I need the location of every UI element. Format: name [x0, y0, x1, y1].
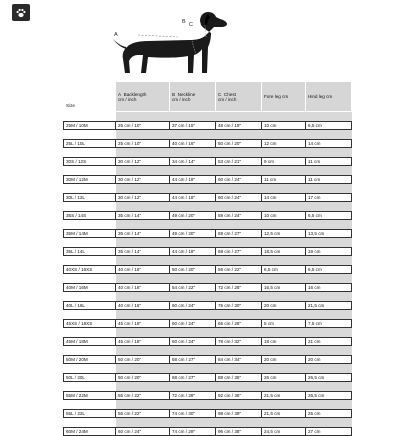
table-cell: 30 cm / 12": [116, 158, 170, 166]
row-spacer: [64, 220, 352, 230]
spacer-cell: [64, 346, 116, 356]
spacer-cell: [216, 148, 262, 158]
table-cell: 74 cm / 30": [170, 410, 216, 418]
row-spacer: [64, 274, 352, 284]
spacer-cell: [170, 166, 216, 176]
table-cell: 10 cm: [262, 122, 306, 130]
row-spacer: [64, 418, 352, 428]
table-cell: 40 cm / 16": [170, 140, 216, 148]
table-row: [64, 176, 352, 184]
table-row: [64, 284, 352, 292]
spacer-cell: [64, 382, 116, 392]
table-cell: 92 cm / 36": [216, 392, 262, 400]
spacer-cell: [116, 238, 170, 248]
spacer-cell: [216, 238, 262, 248]
table-cell: 20 cm: [262, 356, 306, 364]
spacer-cell: [170, 256, 216, 266]
table-cell: 25 cm / 10": [116, 122, 170, 130]
spacer-cell: [116, 112, 170, 122]
row-spacer: [64, 202, 352, 212]
spacer-cell: [116, 382, 170, 392]
spacer-cell: [216, 328, 262, 338]
dachshund-illustration: [108, 3, 238, 79]
table-cell: 12 cm: [262, 140, 306, 148]
table-cell: 72 cm / 28": [216, 284, 262, 292]
table-cell: 26,5 cm: [306, 392, 352, 400]
table-row: [64, 320, 352, 328]
table-cell: 40 cm / 16": [116, 284, 170, 292]
table-cell: 18 cm: [262, 338, 306, 346]
table-row: [64, 158, 352, 166]
table-cell: 60M / 24M: [64, 428, 116, 436]
spacer-cell: [262, 220, 306, 230]
dim-label-b: B: [182, 19, 186, 25]
spacer-cell: [306, 238, 352, 248]
table-cell: 72 cm / 28": [170, 392, 216, 400]
table-cell: 35 cm / 14": [116, 248, 170, 256]
spacer-cell: [170, 310, 216, 320]
row-spacer: [64, 238, 352, 248]
table-cell: 37 cm / 15": [170, 122, 216, 130]
spacer-cell: [64, 202, 116, 212]
table-cell: 55M / 22M: [64, 392, 116, 400]
table-cell: 18,5 cm: [262, 248, 306, 256]
spacer-cell: [170, 364, 216, 374]
spacer-cell: [306, 328, 352, 338]
row-spacer: [64, 292, 352, 302]
table-cell: 88 cm / 35": [216, 374, 262, 382]
row-spacer: [64, 130, 352, 140]
table-cell: 50 cm / 20": [116, 356, 170, 364]
spacer-cell: [306, 148, 352, 158]
table-cell: 10 cm: [262, 212, 306, 220]
row-spacer: [64, 382, 352, 392]
spacer-cell: [216, 166, 262, 176]
table-cell: 35L / 14L: [64, 248, 116, 256]
col-header-hind-leg: Hind leg cm: [306, 82, 352, 112]
table-row: [64, 302, 352, 310]
table-cell: 54 cm / 22": [170, 284, 216, 292]
spacer-cell: [64, 148, 116, 158]
spacer-cell: [262, 256, 306, 266]
spacer-cell: [116, 418, 170, 428]
table-cell: 78 cm / 32": [216, 338, 262, 346]
paw-icon: [15, 7, 27, 19]
table-cell: 30S / 12S: [64, 158, 116, 166]
table-cell: 68 cm / 27": [170, 374, 216, 382]
spacer-cell: [262, 382, 306, 392]
spacer-cell: [216, 220, 262, 230]
col-header-backlength: A Backlength cm / inch: [116, 82, 170, 112]
table-cell: 44 cm / 18": [170, 176, 216, 184]
table-cell: 59 cm / 24": [216, 212, 262, 220]
table-cell: 45 cm / 18": [116, 320, 170, 328]
spacer-cell: [216, 202, 262, 212]
spacer-cell: [64, 184, 116, 194]
spacer-cell: [306, 400, 352, 410]
table-row: [64, 356, 352, 364]
table-cell: 40 cm / 16": [116, 266, 170, 274]
table-row: [64, 122, 352, 130]
spacer-cell: [116, 400, 170, 410]
spacer-cell: [216, 292, 262, 302]
table-cell: 21,5 cm: [262, 392, 306, 400]
table-cell: 60 cm / 24": [216, 176, 262, 184]
table-cell: 5 cm: [262, 320, 306, 328]
row-spacer: [64, 310, 352, 320]
spacer-cell: [116, 292, 170, 302]
table-cell: 24,5 cm: [262, 428, 306, 436]
table-cell: 50 cm / 20": [116, 374, 170, 382]
table-cell: 74 cm / 29": [170, 428, 216, 436]
spacer-cell: [262, 292, 306, 302]
table-cell: 40 cm / 16": [116, 302, 170, 310]
spacer-cell: [170, 148, 216, 158]
table-cell: 25M / 10M: [64, 122, 116, 130]
spacer-cell: [262, 148, 306, 158]
table-cell: 20 cm: [262, 302, 306, 310]
spacer-cell: [262, 400, 306, 410]
table-cell: 30 cm / 12": [116, 176, 170, 184]
table-cell: 19 cm: [306, 248, 352, 256]
spacer-cell: [306, 256, 352, 266]
table-cell: 50 cm / 20": [216, 140, 262, 148]
table-cell: 60 cm / 24": [116, 428, 170, 436]
table-cell: 45M / 18M: [64, 338, 116, 346]
table-cell: 50M / 20M: [64, 356, 116, 364]
spacer-cell: [170, 274, 216, 284]
table-row: [64, 338, 352, 346]
spacer-cell: [116, 274, 170, 284]
row-spacer: [64, 148, 352, 158]
table-cell: 44 cm / 18": [170, 194, 216, 202]
table-cell: 45 cm / 18": [116, 338, 170, 346]
table-cell: 20 cm: [306, 356, 352, 364]
table-cell: 50L / 20L: [64, 374, 116, 382]
row-spacer: [64, 328, 352, 338]
spacer-cell: [64, 130, 116, 140]
table-cell: 55L / 22L: [64, 410, 116, 418]
table-cell: 55 cm / 22": [116, 410, 170, 418]
table-cell: 14 cm: [262, 194, 306, 202]
table-cell: 25 cm: [306, 410, 352, 418]
spacer-cell: [262, 238, 306, 248]
spacer-cell: [216, 184, 262, 194]
table-cell: 35S / 14S: [64, 212, 116, 220]
spacer-cell: [262, 184, 306, 194]
table-cell: 9 cm: [262, 158, 306, 166]
col-header-size: Size: [64, 82, 116, 112]
table-cell: 68 cm / 27": [216, 248, 262, 256]
table-cell: 25L / 10L: [64, 140, 116, 148]
table-cell: 6,5 cm: [262, 266, 306, 274]
spacer-cell: [116, 256, 170, 266]
spacer-cell: [306, 310, 352, 320]
spacer-cell: [116, 166, 170, 176]
table-cell: 40M / 16M: [64, 284, 116, 292]
table-cell: 60 cm / 24": [216, 194, 262, 202]
spacer-cell: [306, 130, 352, 140]
dim-label-a: A: [114, 32, 118, 38]
spacer-cell: [262, 274, 306, 284]
col-header-fore-leg: Fore leg cm: [262, 82, 306, 112]
spacer-cell: [262, 310, 306, 320]
table-row: [64, 212, 352, 220]
spacer-cell: [116, 328, 170, 338]
table-row: [64, 374, 352, 382]
spacer-cell: [216, 310, 262, 320]
spacer-cell: [64, 112, 116, 122]
spacer-cell: [170, 220, 216, 230]
spacer-cell: [262, 364, 306, 374]
table-cell: 98 cm / 39": [216, 410, 262, 418]
spacer-cell: [116, 346, 170, 356]
row-spacer: [64, 364, 352, 374]
table-cell: 60 cm / 24": [170, 338, 216, 346]
spacer-cell: [170, 184, 216, 194]
spacer-cell: [306, 364, 352, 374]
spacer-cell: [64, 364, 116, 374]
spacer-cell: [116, 184, 170, 194]
spacer-cell: [216, 274, 262, 284]
header-row: [64, 82, 352, 112]
table-row: [64, 410, 352, 418]
table-cell: 7,5 cm: [306, 320, 352, 328]
spacer-cell: [306, 382, 352, 392]
spacer-cell: [64, 220, 116, 230]
spacer-cell: [170, 400, 216, 410]
table-cell: 17 cm: [306, 194, 352, 202]
spacer-cell: [306, 274, 352, 284]
table-cell: 44 cm / 18": [170, 248, 216, 256]
spacer-cell: [170, 382, 216, 392]
table-cell: 75 cm / 30": [216, 302, 262, 310]
spacer-cell: [216, 130, 262, 140]
spacer-cell: [306, 112, 352, 122]
spacer-cell: [306, 184, 352, 194]
spacer-cell: [262, 112, 306, 122]
size-chart-table: [63, 81, 352, 436]
spacer-cell: [116, 130, 170, 140]
table-cell: 96 cm / 38": [216, 428, 262, 436]
spacer-cell: [216, 418, 262, 428]
table-cell: 11 cm: [262, 176, 306, 184]
spacer-cell: [262, 328, 306, 338]
spacer-cell: [64, 292, 116, 302]
spacer-cell: [64, 166, 116, 176]
table-row: [64, 248, 352, 256]
spacer-cell: [64, 400, 116, 410]
spacer-cell: [170, 238, 216, 248]
spacer-cell: [306, 346, 352, 356]
spacer-cell: [262, 130, 306, 140]
table-cell: 25 cm / 10": [116, 140, 170, 148]
table-cell: 48 cm / 19": [216, 122, 262, 130]
spacer-cell: [216, 382, 262, 392]
spacer-cell: [170, 292, 216, 302]
table-cell: 53 cm / 21": [216, 158, 262, 166]
table-cell: 35 cm / 14": [116, 212, 170, 220]
row-spacer: [64, 112, 352, 122]
row-spacer: [64, 184, 352, 194]
table-cell: 60 cm / 24": [170, 302, 216, 310]
table-row: [64, 392, 352, 400]
spacer-cell: [262, 346, 306, 356]
table-cell: 27 cm: [306, 428, 352, 436]
table-cell: 11 cm: [306, 158, 352, 166]
spacer-cell: [116, 202, 170, 212]
brand-logo: [12, 4, 30, 21]
spacer-cell: [64, 418, 116, 428]
col-header-neckline: B Neckline cm / inch: [170, 82, 216, 112]
spacer-cell: [170, 202, 216, 212]
spacer-cell: [116, 310, 170, 320]
spacer-cell: [262, 166, 306, 176]
spacer-cell: [306, 292, 352, 302]
table-cell: 6,5 cm: [306, 122, 352, 130]
row-spacer: [64, 256, 352, 266]
table-cell: 55 cm / 22": [116, 392, 170, 400]
table-cell: 49 cm / 20": [170, 212, 216, 220]
spacer-cell: [216, 256, 262, 266]
spacer-cell: [170, 346, 216, 356]
table-cell: 34 cm / 14": [170, 158, 216, 166]
table-cell: 84 cm / 34": [216, 356, 262, 364]
spacer-cell: [170, 418, 216, 428]
table-cell: 65 cm / 26": [216, 320, 262, 328]
table-cell: 30L / 12L: [64, 194, 116, 202]
table-cell: 45XS / 18XS: [64, 320, 116, 328]
table-cell: 68 cm / 27": [170, 356, 216, 364]
table-cell: 40L / 16L: [64, 302, 116, 310]
table-cell: 21,5 cm: [262, 410, 306, 418]
table-cell: 16,5 cm: [262, 284, 306, 292]
table-cell: 21,5 cm: [306, 302, 352, 310]
row-spacer: [64, 400, 352, 410]
spacer-cell: [64, 238, 116, 248]
table-cell: 16 cm: [306, 284, 352, 292]
table-cell: 21 cm: [306, 338, 352, 346]
spacer-cell: [216, 112, 262, 122]
table-cell: 35M / 14M: [64, 230, 116, 238]
table-cell: 26 cm: [262, 374, 306, 382]
spacer-cell: [64, 310, 116, 320]
spacer-cell: [116, 220, 170, 230]
dim-label-c: C: [189, 22, 193, 28]
table-cell: 68 cm / 27": [216, 230, 262, 238]
spacer-cell: [116, 148, 170, 158]
table-cell: 26,5 cm: [306, 374, 352, 382]
spacer-cell: [306, 202, 352, 212]
table-cell: 35 cm / 14": [116, 230, 170, 238]
spacer-cell: [216, 400, 262, 410]
spacer-cell: [306, 166, 352, 176]
spacer-cell: [262, 202, 306, 212]
spacer-cell: [116, 364, 170, 374]
table-cell: 6,5 cm: [306, 266, 352, 274]
table-cell: 49 cm / 20": [170, 230, 216, 238]
spacer-cell: [170, 112, 216, 122]
spacer-cell: [64, 328, 116, 338]
spacer-cell: [170, 130, 216, 140]
table-cell: 30M / 12M: [64, 176, 116, 184]
spacer-cell: [306, 418, 352, 428]
spacer-cell: [170, 328, 216, 338]
table-cell: 13,5 cm: [306, 230, 352, 238]
row-spacer: [64, 346, 352, 356]
table-cell: 50 cm / 20": [170, 266, 216, 274]
table-row: [64, 230, 352, 238]
table-cell: 11 cm: [306, 176, 352, 184]
spacer-cell: [216, 364, 262, 374]
table-cell: 40XS / 16XS: [64, 266, 116, 274]
table-row: [64, 266, 352, 274]
col-header-chest: C Chest cm / inch: [216, 82, 262, 112]
dog-silhouette: [108, 3, 238, 79]
table-cell: 30 cm / 12": [116, 194, 170, 202]
table-cell: 56 cm / 22": [216, 266, 262, 274]
table-cell: 6,5 cm: [306, 212, 352, 220]
spacer-cell: [262, 418, 306, 428]
spacer-cell: [306, 220, 352, 230]
table-cell: 14 cm: [306, 140, 352, 148]
row-spacer: [64, 166, 352, 176]
table-row: [64, 194, 352, 202]
table-row: [64, 140, 352, 148]
table-row: [64, 428, 352, 436]
spacer-cell: [64, 256, 116, 266]
spacer-cell: [64, 274, 116, 284]
spacer-cell: [216, 346, 262, 356]
table-cell: 12,5 cm: [262, 230, 306, 238]
table-cell: 60 cm / 24": [170, 320, 216, 328]
